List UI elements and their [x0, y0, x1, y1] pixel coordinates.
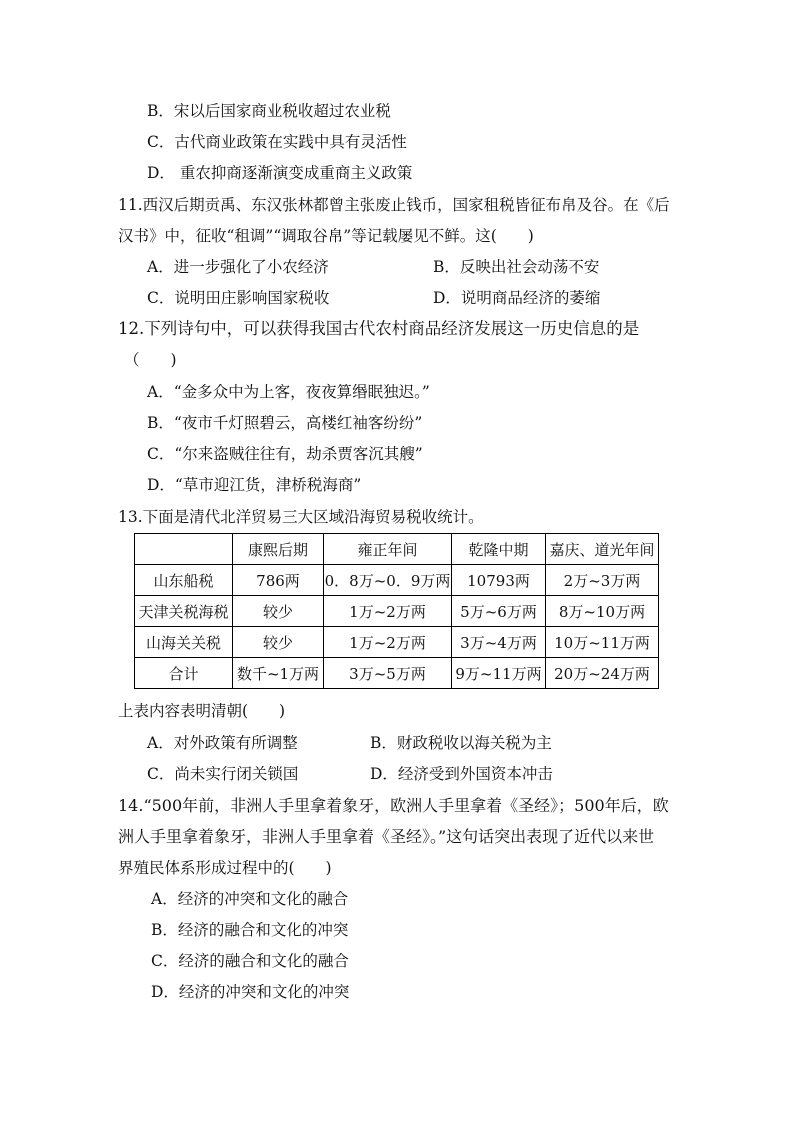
- table-row: [135, 596, 659, 627]
- q12-option-a: A．“金多众中为上客，夜夜算缗眠独迟。”: [147, 383, 430, 401]
- table-cell: 2万~3万两: [546, 565, 659, 596]
- q13-option-b: B．财政税收以海关税为主: [370, 734, 552, 752]
- table-cell: 786两: [233, 565, 324, 596]
- q14-option-a: A．经济的冲突和文化的融合: [151, 890, 349, 908]
- table-cell: 5万~6万两: [452, 596, 546, 627]
- q12-stem-line-2: （ ): [124, 351, 177, 369]
- table-cell: 9万~11万两: [452, 658, 546, 689]
- table-cell: 1万~2万两: [324, 596, 452, 627]
- q13-stem: 13.下面是清代北洋贸易三大区域沿海贸易税收统计。: [118, 508, 484, 526]
- table-cell: 较少: [233, 627, 324, 658]
- table-row: [135, 565, 659, 596]
- q14-stem-line-3: 界殖民体系形成过程中的( ): [118, 859, 332, 877]
- q14-option-d: D．经济的冲突和文化的冲突: [151, 983, 350, 1001]
- q12-stem-line-1: 12.下列诗句中，可以获得我国古代农村商品经济发展这一历史信息的是: [118, 319, 640, 338]
- table-cell: 10793两: [452, 565, 546, 596]
- q12-option-b: B．“夜市千灯照碧云，高楼红袖客纷纷”: [147, 414, 423, 432]
- table-cell: 10万~11万两: [546, 627, 659, 658]
- table-header-cell: 康熙后期: [233, 534, 324, 565]
- table-header-cell: 雍正年间: [324, 534, 452, 565]
- table-header-cell: [135, 534, 233, 565]
- q14-option-c: C．经济的融合和文化的融合: [151, 952, 349, 970]
- q13-option-c: C．尚未实行闭关锁国: [147, 765, 299, 783]
- table-cell: 较少: [233, 596, 324, 627]
- q14-stem-line-2: 洲人手里拿着象牙，非洲人手里拿着《圣经》。”这句话突出表现了近代以来世: [118, 827, 655, 846]
- table-cell: 3万~5万两: [324, 658, 452, 689]
- q11-stem-line-1: 11.西汉后期贡禹、东汉张林都曾主张废止钱币，国家租税皆征布帛及谷。在《后: [118, 196, 670, 214]
- table-header-row: [135, 534, 659, 565]
- table-cell: 山海关关税: [135, 627, 233, 658]
- q11-option-c: C．说明田庄影响国家税收: [147, 289, 330, 307]
- q13-option-d: D．经济受到外国资本冲击: [370, 765, 553, 783]
- q12-option-c: C．“尔来盗贼往往有，劫杀贾客沉其艘”: [147, 445, 423, 463]
- q10-option-d: D． 重农抑商逐渐演变成重商主义政策: [147, 164, 413, 182]
- q12-option-d: D．“草市迎江货，津桥税海商”: [147, 476, 362, 494]
- table-cell: 天津关税海税: [135, 596, 233, 627]
- q11-stem-line-2: 汉书》中，征收“租调”“调取谷帛”等记载屡见不鲜。这( ): [118, 227, 534, 245]
- table-cell: 数千~1万两: [233, 658, 324, 689]
- q11-option-a: A．进一步强化了小农经济: [147, 258, 329, 276]
- table-cell: 0．8万~0．9万两: [324, 565, 452, 596]
- table-header-cell: 嘉庆、道光年间: [546, 534, 659, 565]
- table-cell: 3万~4万两: [452, 627, 546, 658]
- q14-option-b: B．经济的融合和文化的冲突: [151, 921, 349, 939]
- q10-option-b: B．宋以后国家商业税收超过农业税: [147, 102, 391, 120]
- table-row: [135, 658, 659, 689]
- table-cell: 合计: [135, 658, 233, 689]
- tax-statistics-table: [134, 533, 659, 689]
- q10-option-c: C．古代商业政策在实践中具有灵活性: [147, 133, 407, 151]
- table-row: [135, 627, 659, 658]
- table-header-cell: 乾隆中期: [452, 534, 546, 565]
- q11-option-d: D．说明商品经济的萎缩: [433, 289, 601, 307]
- q13-question-line: 上表内容表明清朝( ): [118, 702, 286, 720]
- q13-option-a: A．对外政策有所调整: [147, 734, 298, 752]
- table-cell: 8万~10万两: [546, 596, 659, 627]
- q11-option-b: B．反映出社会动荡不安: [433, 258, 600, 276]
- table-cell: 20万~24万两: [546, 658, 659, 689]
- q14-stem-line-1: 14.“500年前，非洲人手里拿着象牙，欧洲人手里拿着《圣经》；500年后，欧: [118, 796, 669, 815]
- table-cell: 1万~2万两: [324, 627, 452, 658]
- table-cell: 山东船税: [135, 565, 233, 596]
